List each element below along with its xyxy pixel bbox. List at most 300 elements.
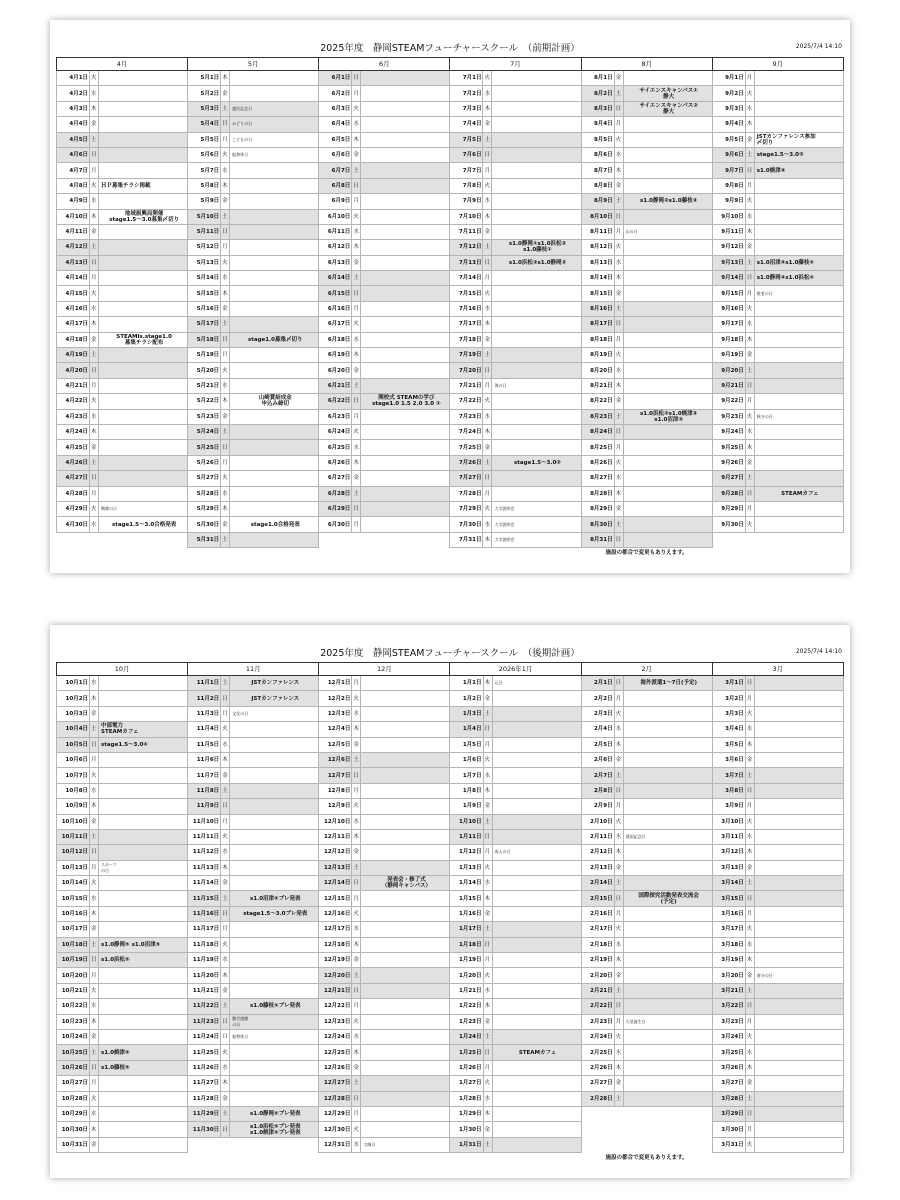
date-cell: 5月3日: [188, 101, 221, 116]
date-cell: 5月12日: [188, 240, 221, 255]
weekday-cell: 月: [745, 1014, 754, 1029]
event-cell: [361, 178, 450, 193]
event-note: stage1.5～3.0プレ発表: [230, 906, 319, 921]
weekday-cell: 水: [352, 1137, 361, 1152]
date-cell: 1月4日: [450, 722, 483, 737]
date-cell: 3月10日: [712, 814, 745, 829]
date-cell: 10月27日: [57, 1076, 90, 1091]
date-cell: 12月26日: [319, 1060, 352, 1075]
calendar-row: [57, 783, 844, 798]
weekday-cell: 日: [90, 737, 99, 752]
event-cell: [492, 286, 581, 301]
date-cell: 7月7日: [450, 163, 483, 178]
date-cell: 4月10日: [57, 209, 90, 224]
weekday-cell: 日: [614, 891, 623, 906]
weekday-cell: 木: [352, 240, 361, 255]
weekday-cell: 水: [90, 891, 99, 906]
weekday-cell: 火: [352, 1014, 361, 1029]
weekday-cell: 火: [221, 1045, 230, 1060]
weekday-cell: 土: [745, 1091, 754, 1106]
event-cell: [754, 752, 843, 767]
month-header: 10月: [57, 663, 188, 676]
event-cell: [492, 486, 581, 501]
date-cell: 11月1日: [188, 676, 221, 691]
date-cell: 12月7日: [319, 768, 352, 783]
weekday-cell: 火: [352, 1122, 361, 1137]
calendar-row: [57, 71, 844, 86]
event-note: 大晦日: [361, 1137, 450, 1152]
date-cell: 9月20日: [712, 363, 745, 378]
event-note: s1.0浜松③s1.0焼津③ s1.0沼津③: [623, 409, 712, 424]
calendar-row: [57, 86, 844, 101]
event-cell: [492, 209, 581, 224]
event-cell: [230, 255, 319, 270]
event-cell: [361, 691, 450, 706]
date-cell: 2月22日: [581, 999, 614, 1014]
date-cell: 10月22日: [57, 999, 90, 1014]
weekday-cell: 水: [614, 829, 623, 844]
event-note: STEAMカフェ: [754, 486, 843, 501]
date-cell: 3月15日: [712, 891, 745, 906]
weekday-cell: 水: [745, 424, 754, 439]
date-cell: 9月26日: [712, 455, 745, 470]
weekday-cell: 水: [745, 101, 754, 116]
event-note: s1.0浜松⑤: [99, 953, 188, 968]
weekday-cell: 火: [745, 814, 754, 829]
event-cell: [99, 224, 188, 239]
weekday-cell: 月: [90, 271, 99, 286]
weekday-cell: 火: [352, 209, 361, 224]
event-cell: [99, 706, 188, 721]
date-cell: 6月5日: [319, 132, 352, 147]
weekday-cell: 水: [90, 999, 99, 1014]
date-cell: 6月15日: [319, 286, 352, 301]
event-cell: [492, 71, 581, 86]
event-cell: [754, 1060, 843, 1075]
date-cell: 12月13日: [319, 860, 352, 875]
date-cell: 12月2日: [319, 691, 352, 706]
footer-cell: [188, 1153, 319, 1164]
weekday-cell: 水: [483, 517, 492, 532]
date-cell: 6月28日: [319, 486, 352, 501]
weekday-cell: 木: [614, 737, 623, 752]
date-cell: 7月29日: [450, 501, 483, 516]
weekday-cell: 水: [745, 937, 754, 952]
weekday-cell: 水: [745, 722, 754, 737]
event-cell: [623, 455, 712, 470]
event-cell: [492, 1076, 581, 1091]
event-cell: [230, 983, 319, 998]
event-cell: [230, 348, 319, 363]
event-cell: [623, 440, 712, 455]
event-cell: [754, 178, 843, 193]
date-cell: 3月24日: [712, 1029, 745, 1044]
weekday-cell: 木: [352, 722, 361, 737]
date-cell: 5月16日: [188, 301, 221, 316]
weekday-cell: 木: [221, 394, 230, 409]
date-cell: 2月27日: [581, 1076, 614, 1091]
calendar-row: [57, 394, 844, 409]
date-cell: 8月6日: [581, 147, 614, 162]
date-cell: 3月13日: [712, 860, 745, 875]
date-cell: 5月10日: [188, 209, 221, 224]
event-cell: [99, 968, 188, 983]
weekday-cell: 日: [221, 332, 230, 347]
weekday-cell: 金: [90, 706, 99, 721]
weekday-cell: 月: [745, 1122, 754, 1137]
event-cell: [99, 317, 188, 332]
calendar-row: [57, 860, 844, 875]
weekday-cell: 水: [614, 937, 623, 952]
footer-cell: [450, 548, 581, 559]
date-cell: 12月6日: [319, 752, 352, 767]
date-cell: 1月12日: [450, 845, 483, 860]
calendar-row: [57, 440, 844, 455]
event-cell: [361, 906, 450, 921]
date-cell: 9月25日: [712, 440, 745, 455]
event-cell: [99, 1091, 188, 1106]
weekday-cell: 火: [745, 301, 754, 316]
weekday-cell: 日: [483, 829, 492, 844]
date-cell: 9月19日: [712, 348, 745, 363]
date-cell: 5月14日: [188, 271, 221, 286]
event-cell: [99, 163, 188, 178]
event-cell: [754, 676, 843, 691]
event-cell: [99, 271, 188, 286]
weekday-cell: 水: [614, 1045, 623, 1060]
event-cell: [754, 317, 843, 332]
weekday-cell: 土: [221, 676, 230, 691]
event-cell: [754, 424, 843, 439]
calendar-row: [57, 409, 844, 424]
weekday-cell: 月: [614, 332, 623, 347]
calendar-row: [57, 829, 844, 844]
calendar-row: [57, 348, 844, 363]
event-cell: [230, 922, 319, 937]
date-cell: 12月31日: [319, 1137, 352, 1152]
event-cell: [754, 953, 843, 968]
weekday-cell: 金: [352, 845, 361, 860]
event-cell: [623, 768, 712, 783]
event-cell: [754, 906, 843, 921]
weekday-cell: 木: [483, 424, 492, 439]
date-cell: 7月23日: [450, 409, 483, 424]
weekday-cell: 土: [221, 783, 230, 798]
date-cell: 11月21日: [188, 983, 221, 998]
event-note: s1.0静岡②s1.0藤枝③: [623, 194, 712, 209]
event-note: s1.0静岡⑤ s1.0沼津⑤: [99, 937, 188, 952]
weekday-cell: 木: [221, 286, 230, 301]
weekday-cell: 金: [483, 1122, 492, 1137]
date-cell: 8月29日: [581, 501, 614, 516]
weekday-cell: 月: [352, 517, 361, 532]
event-note: s1.0静岡①s1.0浜松② s1.0藤枝①: [492, 240, 581, 255]
print-timestamp: 2025/7/4 14:10: [795, 43, 842, 50]
weekday-cell: 土: [221, 1106, 230, 1121]
event-note: s1.0焼津④: [754, 163, 843, 178]
event-cell: [754, 737, 843, 752]
date-cell: 4月27日: [57, 471, 90, 486]
weekday-cell: 火: [745, 409, 754, 424]
calendar-row: [57, 163, 844, 178]
calendar-row: [57, 845, 844, 860]
date-cell: 7月8日: [450, 178, 483, 193]
event-cell: [361, 424, 450, 439]
month-header: 2026年1月: [450, 663, 581, 676]
event-cell: [492, 799, 581, 814]
weekday-cell: 月: [483, 486, 492, 501]
event-cell: [99, 876, 188, 891]
date-cell: 2月10日: [581, 814, 614, 829]
date-cell: 7月20日: [450, 363, 483, 378]
date-cell: 4月13日: [57, 255, 90, 270]
event-note: stage1.5～3.0③: [754, 147, 843, 162]
event-note: JSTカンファレンス: [230, 676, 319, 691]
date-cell: 9月12日: [712, 240, 745, 255]
event-note: 成人の日: [492, 845, 581, 860]
date-cell: 2月2日: [581, 691, 614, 706]
weekday-cell: 木: [483, 101, 492, 116]
date-cell: 10月21日: [57, 983, 90, 998]
date-cell: 4月30日: [57, 517, 90, 532]
event-cell: [754, 363, 843, 378]
event-cell: [230, 1076, 319, 1091]
date-cell: 12月12日: [319, 845, 352, 860]
event-cell: [361, 332, 450, 347]
month-header: 6月: [319, 58, 450, 71]
event-cell: [230, 814, 319, 829]
date-cell: 5月9日: [188, 194, 221, 209]
event-cell: [361, 163, 450, 178]
date-cell: 1月22日: [450, 999, 483, 1014]
event-cell: [754, 706, 843, 721]
calendar-row: [57, 240, 844, 255]
weekday-cell: 火: [483, 501, 492, 516]
calendar-row: [57, 147, 844, 162]
weekday-cell: 金: [221, 768, 230, 783]
weekday-cell: 水: [90, 194, 99, 209]
event-cell: [623, 486, 712, 501]
weekday-cell: 日: [614, 101, 623, 116]
weekday-cell: 火: [483, 1076, 492, 1091]
event-cell: [99, 363, 188, 378]
event-cell: [99, 814, 188, 829]
weekday-cell: 金: [614, 752, 623, 767]
empty-cell: [57, 532, 188, 547]
weekday-cell: 金: [614, 860, 623, 875]
date-cell: 4月3日: [57, 101, 90, 116]
date-cell: 9月5日: [712, 132, 745, 147]
date-cell: 5月17日: [188, 317, 221, 332]
weekday-cell: 火: [745, 1137, 754, 1152]
weekday-cell: 日: [483, 722, 492, 737]
date-cell: 8月9日: [581, 194, 614, 209]
date-cell: 2月17日: [581, 922, 614, 937]
calendar-row: [57, 224, 844, 239]
weekday-cell: 日: [483, 471, 492, 486]
date-cell: 11月28日: [188, 1091, 221, 1106]
date-cell: 4月18日: [57, 332, 90, 347]
event-cell: [361, 1060, 450, 1075]
event-cell: [361, 486, 450, 501]
event-cell: [361, 132, 450, 147]
event-cell: [230, 1045, 319, 1060]
event-cell: [230, 378, 319, 393]
date-cell: 9月24日: [712, 424, 745, 439]
event-cell: [99, 799, 188, 814]
date-cell: 11月25日: [188, 1045, 221, 1060]
event-cell: [754, 71, 843, 86]
event-cell: [361, 783, 450, 798]
weekday-cell: 月: [352, 783, 361, 798]
date-cell: 1月8日: [450, 783, 483, 798]
weekday-cell: 火: [352, 691, 361, 706]
date-cell: 6月6日: [319, 147, 352, 162]
weekday-cell: 月: [90, 1076, 99, 1091]
event-cell: [754, 455, 843, 470]
date-cell: 11月15日: [188, 891, 221, 906]
weekday-cell: 木: [90, 317, 99, 332]
date-cell: 8月4日: [581, 117, 614, 132]
event-note: 戦隊の日: [99, 501, 188, 516]
weekday-cell: 水: [483, 301, 492, 316]
date-cell: 10月4日: [57, 722, 90, 737]
date-cell: 9月14日: [712, 271, 745, 286]
date-cell: 2月28日: [581, 1091, 614, 1106]
date-cell: 6月10日: [319, 209, 352, 224]
event-cell: [754, 922, 843, 937]
event-cell: [623, 1076, 712, 1091]
event-cell: [754, 860, 843, 875]
weekday-cell: 木: [90, 1122, 99, 1137]
weekday-cell: 日: [221, 799, 230, 814]
event-cell: [230, 209, 319, 224]
weekday-cell: 水: [483, 194, 492, 209]
event-cell: [361, 209, 450, 224]
weekday-cell: 水: [614, 255, 623, 270]
event-cell: [623, 1029, 712, 1044]
event-cell: [230, 194, 319, 209]
weekday-cell: 日: [221, 440, 230, 455]
weekday-cell: 土: [90, 722, 99, 737]
event-cell: [623, 752, 712, 767]
weekday-cell: 日: [90, 255, 99, 270]
date-cell: 12月19日: [319, 953, 352, 968]
event-cell: [361, 1045, 450, 1060]
date-cell: 6月26日: [319, 455, 352, 470]
date-cell: 10月10日: [57, 814, 90, 829]
date-cell: 10月24日: [57, 1029, 90, 1044]
weekday-cell: 月: [352, 86, 361, 101]
weekday-cell: 木: [221, 860, 230, 875]
date-cell: 8月21日: [581, 378, 614, 393]
weekday-cell: 水: [483, 1091, 492, 1106]
event-note: stage1.5～3.0合格発表: [99, 517, 188, 532]
event-cell: [623, 1045, 712, 1060]
event-cell: [361, 752, 450, 767]
calendar-row: [57, 891, 844, 906]
event-cell: [361, 147, 450, 162]
calendar-row: [57, 486, 844, 501]
weekday-cell: 月: [745, 906, 754, 921]
date-cell: 12月9日: [319, 799, 352, 814]
weekday-cell: 木: [221, 178, 230, 193]
weekday-cell: 日: [221, 1122, 230, 1137]
weekday-cell: 金: [745, 968, 754, 983]
event-cell: [754, 768, 843, 783]
date-cell: 6月12日: [319, 240, 352, 255]
event-note: stage1.0合格発表: [230, 517, 319, 532]
event-note: 国際探究活動発表交流会 (予定): [623, 891, 712, 906]
weekday-cell: 土: [352, 163, 361, 178]
calendar-row: [57, 194, 844, 209]
date-cell: 11月23日: [188, 1014, 221, 1029]
date-cell: 2月20日: [581, 968, 614, 983]
date-cell: 10月18日: [57, 937, 90, 952]
calendar-row: [57, 768, 844, 783]
event-cell: [361, 829, 450, 844]
date-cell: 8月7日: [581, 163, 614, 178]
weekday-cell: 土: [90, 348, 99, 363]
weekday-cell: 金: [90, 117, 99, 132]
event-cell: [623, 860, 712, 875]
weekday-cell: 日: [745, 676, 754, 691]
weekday-cell: 火: [352, 906, 361, 921]
weekday-cell: 土: [221, 999, 230, 1014]
date-cell: 10月8日: [57, 783, 90, 798]
date-cell: 12月11日: [319, 829, 352, 844]
weekday-cell: 月: [483, 845, 492, 860]
event-cell: [99, 147, 188, 162]
event-cell: [492, 147, 581, 162]
weekday-cell: 日: [221, 224, 230, 239]
date-cell: 9月13日: [712, 255, 745, 270]
date-cell: 5月7日: [188, 163, 221, 178]
event-cell: [361, 937, 450, 952]
weekday-cell: 金: [352, 1060, 361, 1075]
calendar-row: [57, 676, 844, 691]
event-cell: [361, 409, 450, 424]
date-cell: 4月23日: [57, 409, 90, 424]
date-cell: 9月15日: [712, 286, 745, 301]
event-cell: [623, 178, 712, 193]
date-cell: 2月11日: [581, 829, 614, 844]
calendar-row: [57, 209, 844, 224]
event-cell: [754, 845, 843, 860]
weekday-cell: 金: [221, 86, 230, 101]
date-cell: 3月18日: [712, 937, 745, 952]
event-note: スポーツ の日: [99, 860, 188, 875]
date-cell: 7月27日: [450, 471, 483, 486]
date-cell: 8月28日: [581, 486, 614, 501]
event-cell: [623, 424, 712, 439]
weekday-cell: 土: [352, 378, 361, 393]
weekday-cell: 木: [90, 906, 99, 921]
weekday-cell: 金: [90, 814, 99, 829]
event-note: 開校式 STEAMの学び stage1.0 1.5 2.0 3.0 ①: [361, 394, 450, 409]
event-cell: [623, 922, 712, 937]
date-cell: 9月28日: [712, 486, 745, 501]
weekday-cell: 月: [221, 348, 230, 363]
weekday-cell: 金: [614, 968, 623, 983]
event-note: 元日: [492, 676, 581, 691]
weekday-cell: 月: [221, 706, 230, 721]
event-cell: [754, 1014, 843, 1029]
calendar-row: [57, 501, 844, 516]
weekday-cell: 木: [221, 968, 230, 983]
date-cell: 4月6日: [57, 147, 90, 162]
weekday-cell: 水: [614, 147, 623, 162]
